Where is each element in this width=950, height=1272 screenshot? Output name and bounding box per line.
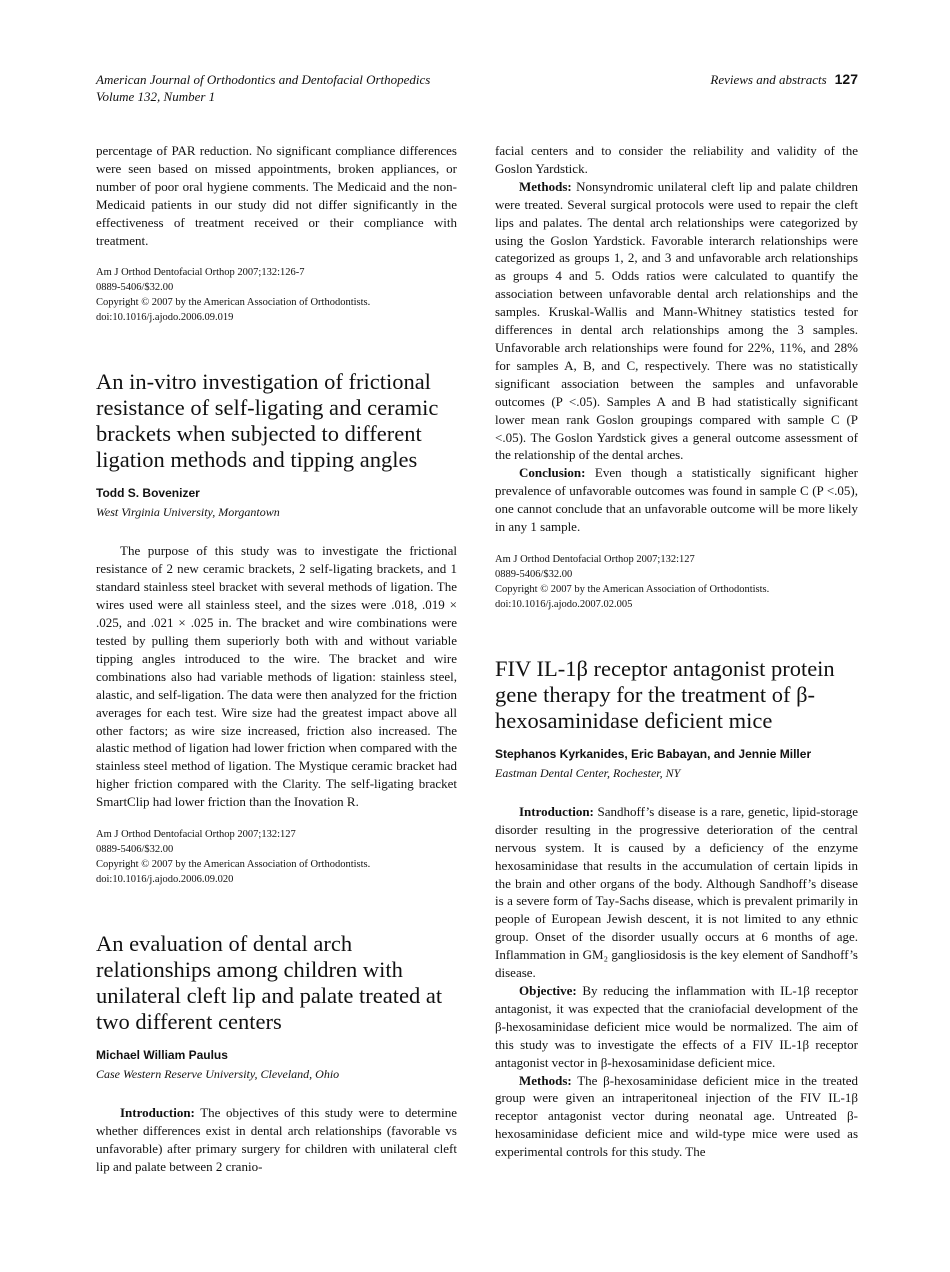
objective-text: By reducing the inflammation with IL-1β receptor antagonist, it was expected that the craniofacial development of the β-hexosaminidase deficient mice would be normalized. The aim of this study was to investigate the effects of a FIV IL-1β receptor antagonist vector in β-hexosaminidase deficient mice. bbox=[495, 983, 858, 1070]
doi-line: doi:10.1016/j.ajodo.2006.09.020 bbox=[96, 874, 234, 886]
journal-volume: Volume 132, Number 1 bbox=[96, 89, 216, 104]
citation-block bbox=[96, 827, 457, 887]
citation-line: Am J Orthod Dentofacial Orthop 2007;132:127 bbox=[96, 829, 296, 841]
issn-line: 0889-5406/$32.00 bbox=[96, 282, 174, 294]
objective-paragraph bbox=[495, 982, 858, 1072]
introduction-text: Sandhoff’s disease is a rare, genetic, lipid-storage disorder resulting in the progressive deterioration of the central nervous system. It is caused by a deficiency of the enzyme hexosaminidase that results in the accumulation of certain lipids in the brain and other organs of the body. Although Sandhoff’s disease is a severe form of Tay-Sachs disease, which is prevalent primarily in people of European Jewish descent, it is not limited to any ethnic group. Onset of the disorder usually occurs at 6 months of age. Inflammation in GM₂ gangliosidosis is the key element of Sandhoff’s disease. bbox=[495, 803, 858, 981]
continuation-paragraph: percentage of PAR reduction. No significant compliance differences were seen based on missed appointments, broken appliances, or number of poor oral hygiene comments. The Medicaid and the non-Medicaid patients in our study did not differ significantly in the effectiveness of treatment received or their compliance with treatment. bbox=[96, 143, 457, 248]
issn-line: 0889-5406/$32.00 bbox=[96, 844, 174, 856]
right-column bbox=[495, 142, 858, 1161]
abstract-introduction bbox=[96, 1104, 457, 1176]
introduction-text: The objectives of this study were to determine whether differences exist in dental arch relationships (favorable vs unfavorable) after primary surgery for children with unilateral cleft lip and palate between 2 cranio- bbox=[96, 1105, 457, 1174]
abstract-affiliation: West Virginia University, Morgantown bbox=[96, 505, 280, 520]
objective-label: Objective: bbox=[519, 983, 577, 998]
abstract-gene-therapy bbox=[495, 656, 858, 1161]
continuation-paragraph: facial centers and to consider the reliability and validity of the Goslon Yardstick. bbox=[495, 143, 858, 176]
conclusion-text: Even though a statistically significant higher prevalence of unfavorable outcomes was found in sample C (P <.05), one cannot conclude that an unfavorable outcome will be more likely in any 1 sample. bbox=[495, 465, 858, 535]
issn-line: 0889-5406/$32.00 bbox=[495, 568, 573, 580]
journal-name: American Journal of Orthodontics and Dentofacial Orthopedics bbox=[96, 72, 431, 87]
methods-paragraph bbox=[495, 1072, 858, 1162]
citation-line: Am J Orthod Dentofacial Orthop 2007;132:127 bbox=[495, 553, 695, 565]
left-column bbox=[96, 142, 457, 1176]
abstract-title: An in-vitro investigation of frictional resistance of self-ligating and ceramic brackets when subjected to different ligation methods and tipping angles bbox=[96, 369, 439, 473]
abstract-frictional-resistance bbox=[96, 369, 457, 887]
abstract-author: Stephanos Kyrkanides, Eric Babayan, and Jennie Miller bbox=[495, 746, 812, 761]
methods-label: Methods: bbox=[519, 1072, 572, 1088]
citation-block bbox=[96, 265, 457, 325]
introduction-paragraph bbox=[495, 803, 858, 982]
abstract-affiliation: Eastman Dental Center, Rochester, NY bbox=[495, 765, 681, 780]
copyright-line: Copyright © 2007 by the American Association of Orthodontists. bbox=[96, 297, 371, 309]
conclusion-paragraph bbox=[495, 464, 858, 536]
doi-line: doi:10.1016/j.ajodo.2006.09.019 bbox=[96, 312, 234, 324]
abstract-body: The purpose of this study was to investigate the frictional resistance of 2 new ceramic brackets, 2 self-ligating brackets, and 1 standard stainless steel bracket with several methods of ligation. The wires used were all stainless steel, and the sizes were .018, .019 × .025, and .021 × .025 in. The bracket and wire combinations were tested by pulling them superiorly both with and without variable tipping angles introduced to the wire. The bracket and wire combinations also had variable methods of ligation: stainless steel, alastic, and self-ligation. The data were then analyzed for the friction averages for each test. Wire size had the greatest impact above all other factors; as wire size increased, friction also increased. The alastic method of ligation had lower friction when compared with the stainless steel method of ligation. The Mystique ceramic bracket had higher friction compared with the Clarity. The self-ligating bracket SmartClip had lower friction than the Inovation R. bbox=[96, 543, 457, 810]
section-info bbox=[710, 71, 858, 88]
citation-block bbox=[495, 552, 858, 612]
methods-paragraph bbox=[495, 178, 858, 465]
abstract-dental-arch-relationships bbox=[96, 931, 457, 1176]
conclusion-label: Conclusion: bbox=[519, 465, 586, 481]
copyright-line: Copyright © 2007 by the American Association of Orthodontists. bbox=[495, 583, 770, 595]
abstract-title: An evaluation of dental arch relationships among children with unilateral cleft lip and palate treated at two different centers bbox=[96, 931, 443, 1035]
methods-label: Methods: bbox=[519, 178, 572, 194]
methods-text: The β-hexosaminidase deficient mice in the treated group were given an intraperitoneal injection of the FIV IL-1β receptor antagonist vector during neonatal age. Untreated β-hexosaminidase deficient mice and wild-type mice were used as experimental controls for this study. The bbox=[495, 1072, 858, 1160]
introduction-label: Introduction: bbox=[120, 1105, 195, 1121]
citation-line: Am J Orthod Dentofacial Orthop 2007;132:126-7 bbox=[96, 267, 305, 279]
abstract-title: FIV IL-1β receptor antagonist protein gene therapy for the treatment of β-hexosaminidase deficient mice bbox=[495, 655, 835, 733]
abstract-affiliation: Case Western Reserve University, Cleveland, Ohio bbox=[96, 1067, 340, 1082]
introduction-label: Introduction: bbox=[519, 803, 594, 819]
page-number: 127 bbox=[834, 71, 858, 87]
abstract-author: Michael William Paulus bbox=[96, 1048, 228, 1063]
doi-line: doi:10.1016/j.ajodo.2007.02.005 bbox=[495, 598, 633, 610]
abstract-author: Todd S. Bovenizer bbox=[96, 486, 200, 501]
section-name: Reviews and abstracts bbox=[710, 72, 827, 87]
journal-info bbox=[96, 71, 430, 105]
copyright-line: Copyright © 2007 by the American Association of Orthodontists. bbox=[96, 859, 371, 871]
methods-text: Nonsyndromic unilateral cleft lip and palate children were treated. Several surgical protocols were used to repair the cleft lips and palates. The dental arch relationships were categorized by using the Goslon Yardstick. Favorable interarch relationships were categorized as groups 1, 2, and 3 and unfavorable arch relationships as groups 4 and 5. Odds ratios were calculated to quantify the association between unfavorable dental arch relationships and the samples. Kruskal-Wallis and Mann-Whitney statistics tested for differences in dental arch relationships among the 3 samples. Unfavorable arch relationships were found for 22%, 11%, and 28% for samples A, B, and C, respectively. There was no statistically significant association between the samples and unfavorable outcomes (P <.05). Samples A and B had statistically significant lower mean rank Goslon groupings compared with sample C (P <.05). The Goslon Yardstick gives a general outcome assessment of the relationship of the dental arches. bbox=[495, 178, 858, 463]
